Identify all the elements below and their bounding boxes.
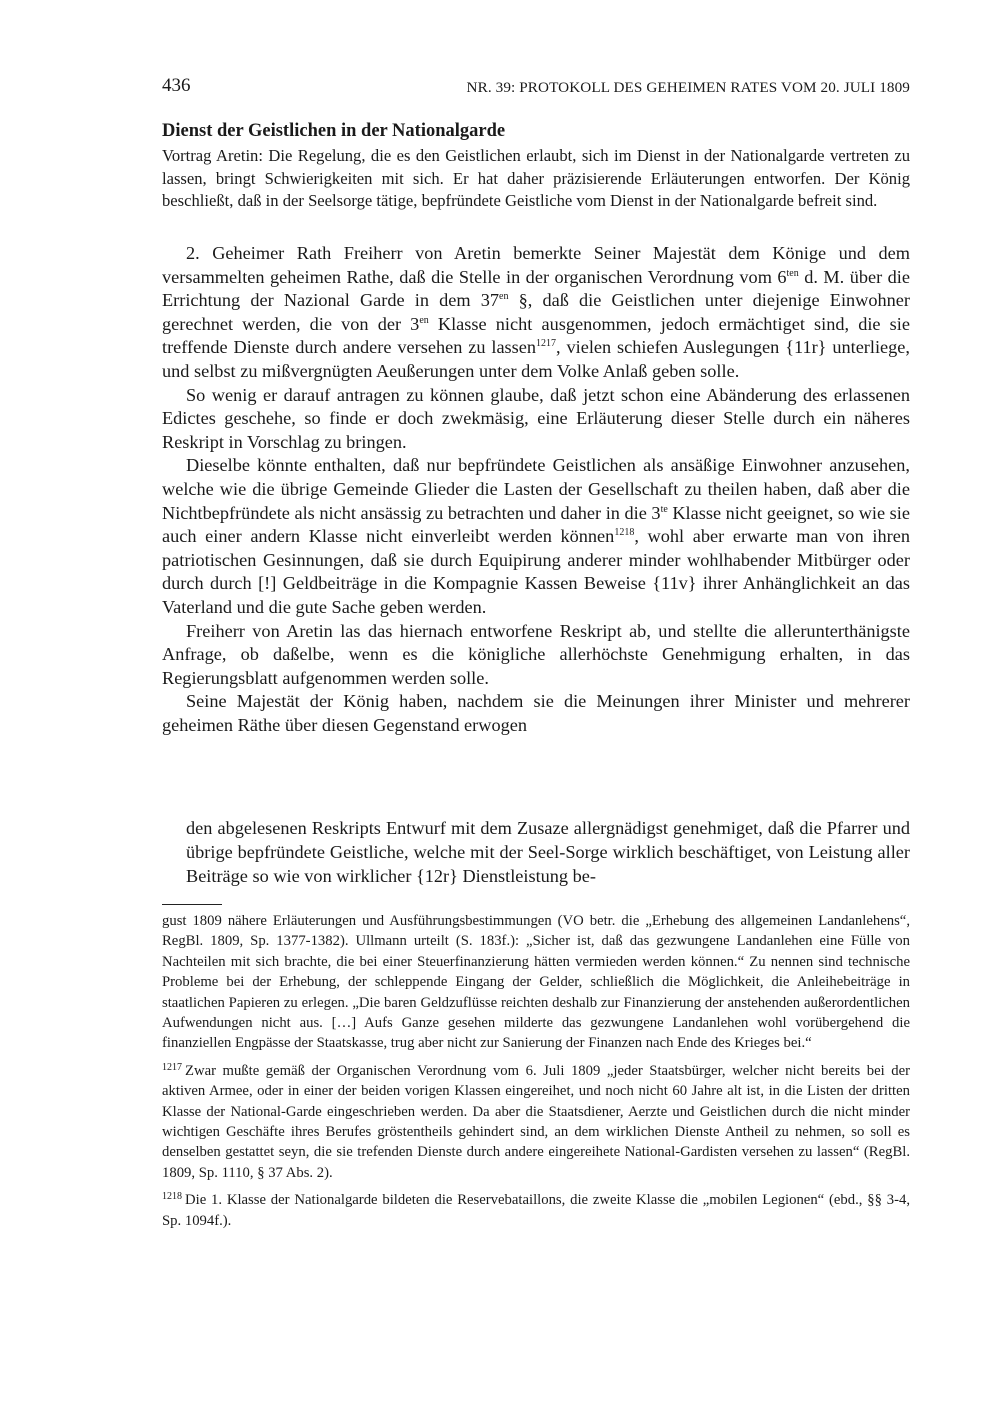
running-header (162, 76, 910, 96)
decision-block (186, 816, 910, 888)
section-summary: Vortrag Aretin: Die Regelung, die es den Geistlichen erlaubt, sich im Dienst in der Nationalgarde vertreten zu lassen, bringt Schwierigkeiten mit sich. Er hat daher präzisierende Erläuterungen entworfen. Der König beschließt, daß in der Seelsorge tätige, bepfründete Geistliche vom Dienst in der Nationalgarde befreit sind. (162, 146, 910, 210)
footnote-continued: gust 1809 nähere Erläuterungen und Ausführungsbestimmungen (VO betr. die „Erhebung des allgemeinen Landanlehens“, RegBl. 1809, Sp. 1377-1382). Ullmann urteilt (S. 183f.): „Sicher ist, daß das gezwungene Landanlehen eine Fülle von Nachteilen mit sich brachte, die bei einer Steuerfinanzierung hätten vermieden werden können.“ Zu nennen sind technische Probleme bei der Erhebung, der schleppende Eingang der Gelder, schließlich die Möglichkeit, die Anleihebeiträge in staatlichen Papieren zu erlegen. „Die baren Geldzuflüsse reichten deshalb zur Finanzierung der anstehenden außerordentlichen Aufwendungen nicht aus. […] Aufs Ganze gesehen milderte das gezwungene Landanlehen wohl vorübergehend die finanziellen Engpässe der Staatskasse, trug aber nicht zur Sanierung der Finanzen nach Ende des Krieges bei.“ (162, 913, 910, 1052)
footnote-divider (162, 904, 222, 905)
protocol-body (162, 242, 910, 737)
body-paragraph: So wenig er darauf antragen zu können glaube, daß jetzt schon eine Abänderung des erlassenen Edictes geschehe, so finde er doch zwekmäsig, eine Erläuterung dieser Stelle durch ein näheres Reskript in Vorschlag zu bringen. (162, 384, 910, 452)
section-title: Dienst der Geistlichen in der Nationalgarde (162, 121, 506, 141)
footnote-ref: 1217 (536, 338, 557, 350)
page-number: 436 (162, 75, 191, 96)
body-paragraph: Freiherr von Aretin las das hiernach entworfene Reskript ab, und stellte die allerunterthänigste Anfrage, ob daßelbe, wenn es die königliche allerhöchste Genehmigung erhalten, in das Regierungsblatt aufgenommen werden solle. (162, 620, 910, 688)
footnote-1217: $^{1217}$ Zwar mußte gemäß der Organischen Verordnung vom 6. Juli 1809 „jeder Staatsbürger, welcher nicht bereits bei der aktiven Armee, oder in einer der beiden vorigen Klassen eingereihet, und noch nicht 60 Jahre alt ist, in die Listen der dritten Klasse der National-Garde eingeschrieben werden. Da aber die Staatsdiener, Aerzte und Geistlichen durch die nicht minder wichtigen Geschäfte ihres Berufes gröstentheils gehindert sind, an dem wirklichen Dienste Antheil zu nehmen, so soll es denselben gestattet seyn, die sie trefenden Dienste durch andere eingereihete National-Gardisten versehen zu lassen“ (RegBl. 1809, Sp. 1110, § 37 Abs. 2). (162, 1061, 910, 1181)
footnote-number: 1218 (162, 1191, 182, 1203)
footnote-ref: 1218 (614, 527, 635, 539)
footnote-number: 1217 (162, 1061, 182, 1073)
decision-text: den abgelesenen Reskripts Entwurf mit dem Zusaze allergnädigst genehmiget, daß die Pfarrer und übrige bepfründete Geistliche, welche mit der Seel-Sorge wirklich beschäftiget, von Leistung aller Beiträge so wie von wirklicher {12r} Dienstleistung be- (186, 818, 910, 886)
body-paragraph: 2. Geheimer Rath Freiherr von Aretin bemerkte Seiner Majestät dem Könige und dem versammelten geheimen Rathe, daß die Stelle in der organischen Verordnung vom $6^{ten}$ d. M. über die Errichtung der Nazional Garde in dem $37^{en}$ §, daß die Geistlichen unter diejenige Einwohner gerechnet werden, die von der $3^{en}$ Klasse nicht ausgenommen, jedoch ermächtiget sind, die sie treffende Dienste durch andere versehen zu lassen$^{1217}$, vielen schiefen Auslegungen {11r} unterliege, und selbst zu mißvergnügten Aeußerungen unter dem Volke Anlaß geben solle. (162, 243, 910, 381)
footnotes (162, 911, 910, 1238)
running-title: NR. 39: PROTOKOLL DES GEHEIMEN RATES VOM 20. JULI 1809 (466, 79, 910, 96)
footnote-1218: $^{1218}$ Die 1. Klasse der Nationalgarde bildeten die Reservebataillons, die zweite Klasse die „mobilen Legionen“ (ebd., §§ 3-4, Sp. 1094f.). (162, 1191, 910, 1229)
body-paragraph: Dieselbe könnte enthalten, daß nur bepfründete Geistlichen als ansäßige Einwohner anzusehen, welche wie die übrige Gemeinde Glieder die Lasten der Gesellschaft zu theilen haben, daß aber die Nichtbepfründete als nicht ansässig zu betrachten und daher in die $3^{te}$ Klasse nicht geeignet, so wie sie auch einer andern Klasse nicht einverleibt werden können$^{1218}$, wohl aber erwarte man von ihren patriotischen Gesinnungen, daß sie durch Equipirung anderer minder wohlhabender Mitbürger oder durch durch [!] Geldbeiträge in die Kompagnie Kassen Beweise {11v} ihrer Anhänglichkeit an das Vaterland und die gute Sache geben werden. (162, 455, 910, 617)
body-paragraph: Seine Majestät der König haben, nachdem sie die Meinungen ihrer Minister und mehrerer geheimen Räthe über diesen Gegenstand erwogen (162, 691, 910, 735)
